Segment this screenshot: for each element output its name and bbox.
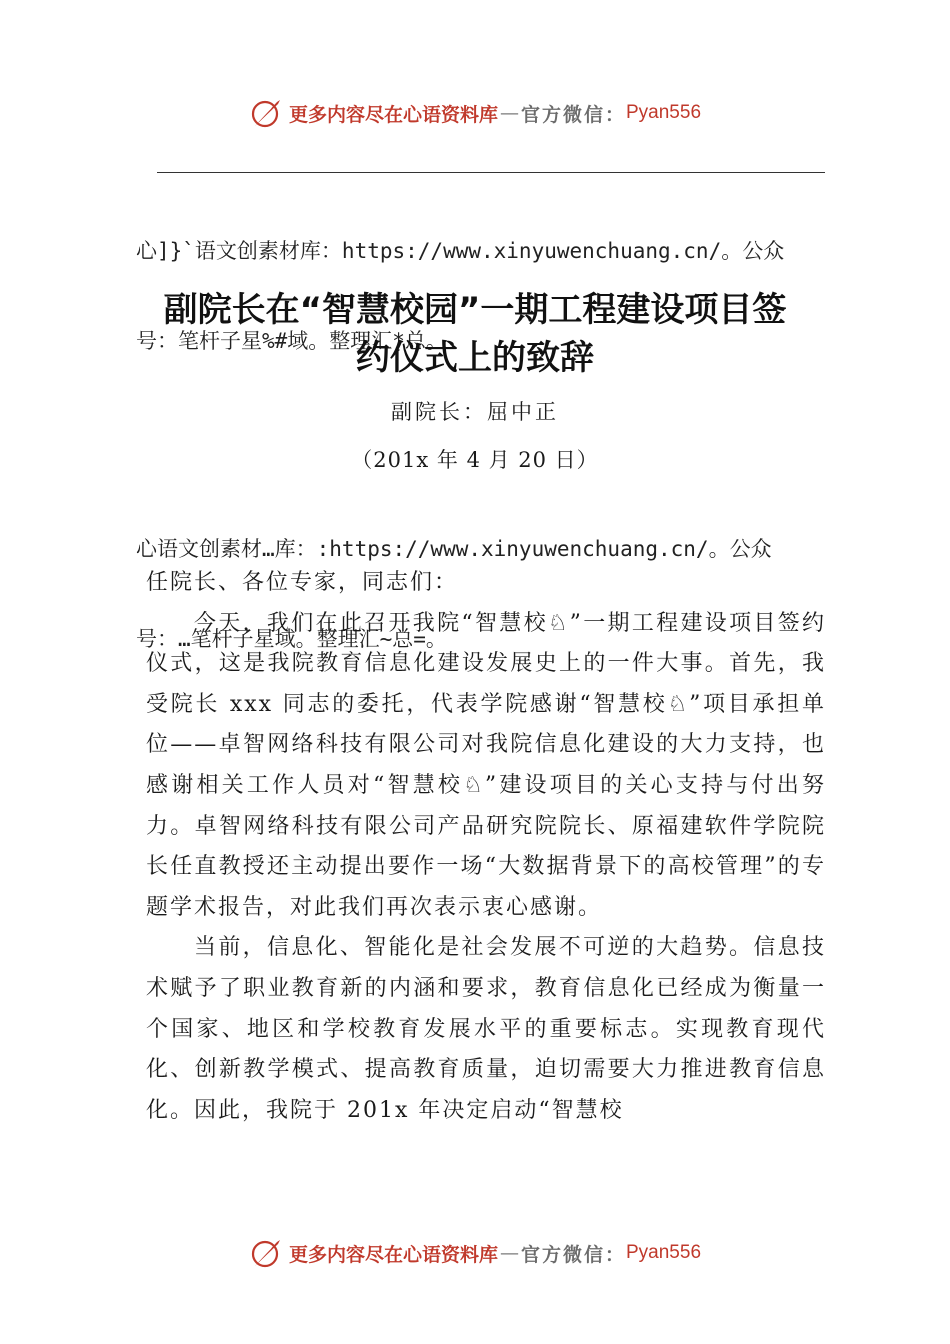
header-banner bbox=[0, 93, 950, 133]
watermark-top-line1: 心]}`语文创素材库：https://www.xinyuwenchuang.cn/。公众 bbox=[136, 239, 785, 263]
page-title bbox=[100, 286, 850, 382]
header-rule bbox=[157, 172, 825, 173]
watermark-top-line2: 号：笔杆子星%#域。整理汇*总。 bbox=[136, 329, 447, 353]
header-wechat-id: Pyan556 bbox=[626, 102, 702, 123]
watermark-mid-line2: 号：…笔杆子星域。整理汇~总=。 bbox=[136, 627, 447, 651]
header-dash: — bbox=[499, 102, 519, 124]
header-official-label: 官方微信： bbox=[520, 103, 626, 126]
salutation: 任院长、各位专家，同志们： bbox=[146, 570, 459, 595]
title-line1: 副院长在“智慧校园”一期工程建设项目签 bbox=[163, 290, 787, 330]
watermark-mid-line1: 心语文创素材…库：:https://www.xinyuwenchuang.cn/。公众 bbox=[136, 537, 772, 561]
footer-official-label: 官方微信： bbox=[520, 1243, 626, 1266]
title-line2: 约仪式上的致辞 bbox=[356, 338, 594, 378]
footer-brand: 更多内容尽在心语资料库 bbox=[288, 1243, 498, 1266]
footer-wechat-id: Pyan556 bbox=[626, 1242, 702, 1263]
date-line: （201x 年 4 月 20 日） bbox=[351, 448, 599, 472]
speech-body bbox=[146, 563, 826, 1131]
header-brand: 更多内容尽在心语资料库 bbox=[288, 103, 498, 126]
speaker-line: 副院长：屈中正 bbox=[391, 400, 559, 424]
footer-banner bbox=[0, 1233, 950, 1273]
paragraph-1: 今天，我们在此召开我院“智慧校♘”一期工程建设项目签约仪式，这是我院教育信息化建设发展史上的一件大事。首先，我受院长 xxx 同志的委托，代表学院感谢“智慧校♘”项目承担单位——卓智网络科技有限公司对我院信息化建设的大力支持，也感谢相关工作人员对“智慧校♘”建设项目的关心支持与付出努力。卓智网络科技有限公司产品研究院院长、原福建软件学院院长任直教授还主动提出要作一场“大数据背景下的高校管理”的专题学术报告，对此我们再次表示衷心感谢。 bbox=[146, 610, 826, 920]
paragraph-2: 当前，信息化、智能化是社会发展不可逆的大趋势。信息技术赋予了职业教育新的内涵和要求，教育信息化已经成为衡量一个国家、地区和学校教育发展水平的重要标志。实现教育现代化、创新教学模式、提高教育质量，迫切需要大力推进教育信息化。因此，我院于 201x 年决定启动“智慧校 bbox=[146, 935, 826, 1123]
quill-logo-icon bbox=[249, 1236, 283, 1270]
quill-logo-icon bbox=[249, 96, 283, 130]
footer-dash: — bbox=[499, 1242, 519, 1264]
